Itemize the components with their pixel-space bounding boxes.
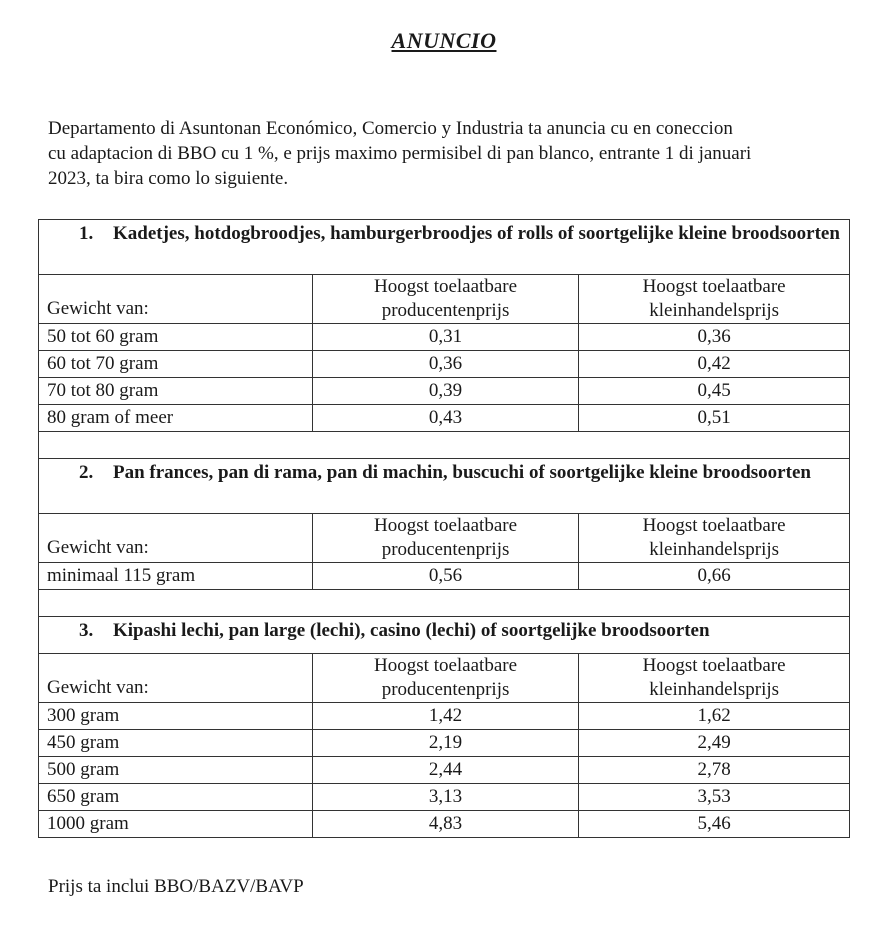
weight-cell: 70 tot 80 gram: [39, 378, 313, 405]
section-spacer: [39, 432, 850, 459]
spacer-cell: [39, 432, 850, 459]
producer-price-cell: 2,19: [312, 730, 578, 757]
column-header-row: [39, 514, 850, 563]
table-row: [39, 757, 850, 784]
intro-line: Departamento di Asuntonan Económico, Comercio y Industria ta anuncia cu en coneccion: [48, 118, 733, 139]
section-heading-row: [39, 617, 850, 654]
table-row: [39, 784, 850, 811]
retail-price-header: [579, 654, 850, 703]
section-heading: [39, 617, 850, 654]
section-heading: [39, 459, 850, 514]
weight-header: Gewicht van:: [39, 275, 313, 324]
producer-price-header: [312, 514, 578, 563]
producer-price-cell: 0,36: [312, 351, 578, 378]
retail-price-cell: 1,62: [579, 703, 850, 730]
retail-price-cell: 2,49: [579, 730, 850, 757]
retail-header-line: kleinhandelsprijs: [649, 539, 780, 560]
table-row: [39, 811, 850, 838]
weight-cell: 500 gram: [39, 757, 313, 784]
weight-cell: 650 gram: [39, 784, 313, 811]
section-number: 3.: [79, 620, 94, 641]
retail-price-header: [579, 514, 850, 563]
retail-price-cell: 0,42: [579, 351, 850, 378]
retail-header-line: Hoogst toelaatbare: [642, 276, 786, 297]
intro-paragraph: [48, 116, 856, 191]
producer-header-line: producentenprijs: [381, 679, 510, 700]
spacer-cell: [39, 590, 850, 617]
producer-price-cell: 4,83: [312, 811, 578, 838]
section-spacer: [39, 590, 850, 617]
table-row: [39, 703, 850, 730]
section-number: 1.: [79, 223, 94, 244]
table-row: [39, 324, 850, 351]
retail-price-cell: 2,78: [579, 757, 850, 784]
section-heading-row: [39, 459, 850, 514]
weight-cell: 1000 gram: [39, 811, 313, 838]
section-title: Kipashi lechi, pan large (lechi), casino (lechi) of soortgelijke broodsoorten: [113, 620, 710, 641]
retail-price-cell: 3,53: [579, 784, 850, 811]
weight-header: Gewicht van:: [39, 654, 313, 703]
retail-header-line: Hoogst toelaatbare: [642, 515, 786, 536]
column-header-row: [39, 275, 850, 324]
retail-header-line: Hoogst toelaatbare: [642, 655, 786, 676]
producer-price-header: [312, 654, 578, 703]
producer-header-line: Hoogst toelaatbare: [374, 655, 518, 676]
section-title: Pan frances, pan di rama, pan di machin, buscuchi of soortgelijke kleine broodsoorten: [113, 462, 811, 483]
producer-header-line: Hoogst toelaatbare: [374, 276, 518, 297]
section-number: 2.: [79, 462, 94, 483]
producer-price-cell: 0,31: [312, 324, 578, 351]
retail-header-line: kleinhandelsprijs: [649, 679, 780, 700]
weight-cell: 450 gram: [39, 730, 313, 757]
weight-cell: 300 gram: [39, 703, 313, 730]
intro-line: cu adaptacion di BBO cu 1 %, e prijs maximo permisibel di pan blanco, entrante 1 di januari: [48, 143, 752, 164]
table-row: [39, 563, 850, 590]
weight-cell: 80 gram of meer: [39, 405, 313, 432]
producer-price-cell: 0,43: [312, 405, 578, 432]
intro-line: 2023, ta bira como lo siguiente.: [48, 168, 289, 189]
retail-price-cell: 0,66: [579, 563, 850, 590]
page-title: ANUNCIO: [391, 28, 497, 53]
weight-cell: minimaal 115 gram: [39, 563, 313, 590]
producer-price-cell: 0,39: [312, 378, 578, 405]
retail-header-line: kleinhandelsprijs: [649, 300, 780, 321]
table-row: [39, 351, 850, 378]
producer-price-cell: 1,42: [312, 703, 578, 730]
producer-header-line: producentenprijs: [381, 300, 510, 321]
table-row: [39, 378, 850, 405]
table-row: [39, 730, 850, 757]
section-title: Kadetjes, hotdogbroodjes, hamburgerbroodjes of rolls of soortgelijke kleine broodsoorten: [113, 223, 840, 244]
weight-cell: 60 tot 70 gram: [39, 351, 313, 378]
producer-header-line: Hoogst toelaatbare: [374, 515, 518, 536]
producer-price-cell: 3,13: [312, 784, 578, 811]
weight-cell: 50 tot 60 gram: [39, 324, 313, 351]
table-row: [39, 405, 850, 432]
column-header-row: [39, 654, 850, 703]
retail-price-cell: 0,45: [579, 378, 850, 405]
retail-price-cell: 5,46: [579, 811, 850, 838]
footer-note: Prijs ta inclui BBO/BAZV/BAVP: [48, 876, 304, 897]
section-heading: [39, 220, 850, 275]
weight-header: Gewicht van:: [39, 514, 313, 563]
producer-price-cell: 0,56: [312, 563, 578, 590]
producer-header-line: producentenprijs: [381, 539, 510, 560]
retail-price-cell: 0,51: [579, 405, 850, 432]
retail-price-cell: 0,36: [579, 324, 850, 351]
producer-price-header: [312, 275, 578, 324]
retail-price-header: [579, 275, 850, 324]
section-heading-row: [39, 220, 850, 275]
producer-price-cell: 2,44: [312, 757, 578, 784]
price-table: [38, 219, 850, 838]
